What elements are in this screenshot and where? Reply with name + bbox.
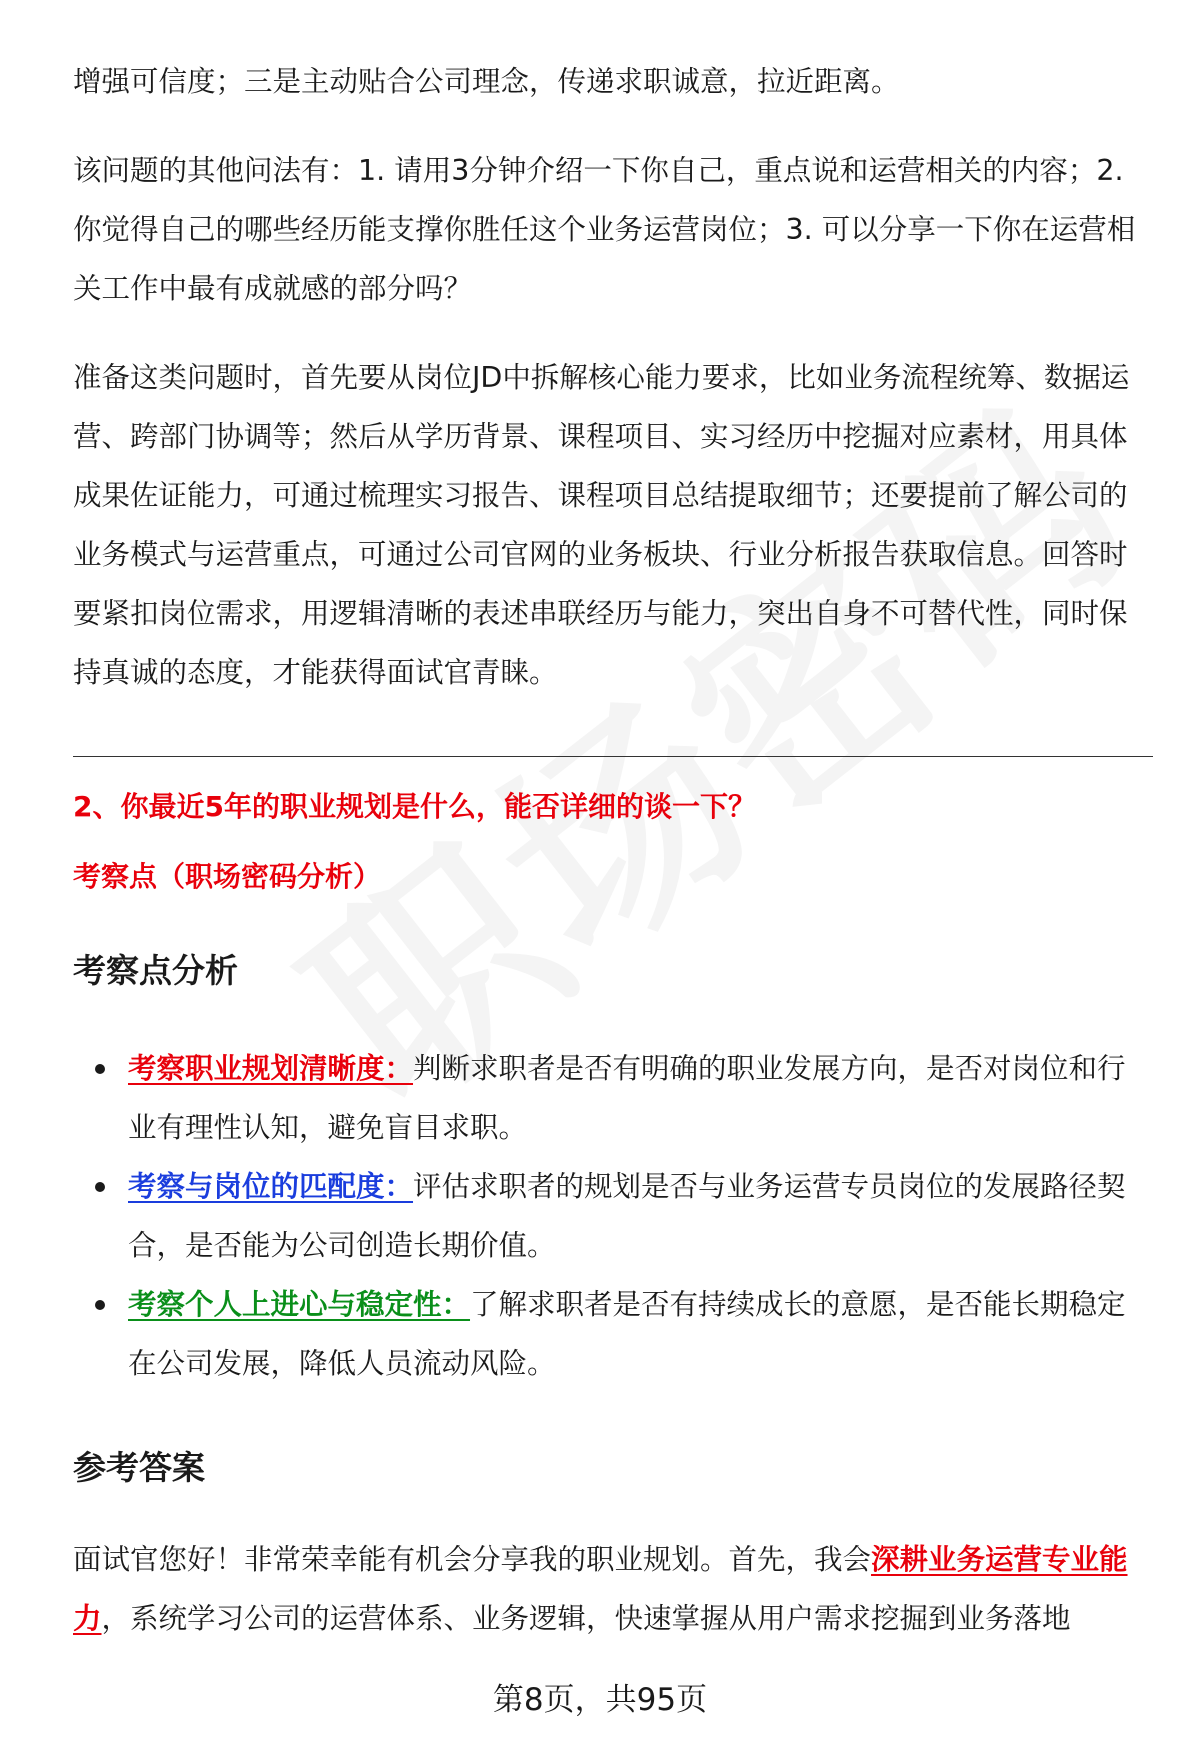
question-subtitle: 考察点（职场密码分析） xyxy=(73,860,382,893)
paragraph-preparation: 准备这类问题时，首先要从岗位JD中拆解核心能力要求，比如业务流程统筹、数据运营、跨部门协调等；然后从学历背景、课程项目、实习经历中挖掘对应素材，用具体成果佐证能力，可通过梳理实习报告、课程项目总结提取细节；还要提前了解公司的业务模式与运营重点，可通过公司官网的业务板块、行业分析报告获取信息。回答时要紧扣岗位需求，用逻辑清晰的表述串联经历与能力，突出自身不可替代性，同时保持真诚的态度，才能获得面试官青睐。 xyxy=(73,361,1130,689)
bullet-icon xyxy=(95,1064,105,1074)
list-item xyxy=(73,1157,1153,1275)
point-text: 了解求职者是否有持续成长的意愿，是否能长期稳定在公司发展，降低人员流动风险。 xyxy=(128,1288,1126,1380)
analysis-heading: 考察点分析 xyxy=(73,951,238,990)
section-divider xyxy=(73,756,1153,757)
point-label: 考察个人上进心与稳定性： xyxy=(128,1288,471,1321)
bullet-icon xyxy=(95,1182,105,1192)
list-item xyxy=(73,1275,1153,1393)
page-number: 第8页，共95页 xyxy=(492,1682,708,1718)
list-item xyxy=(73,1039,1153,1157)
reference-answer xyxy=(73,1530,1153,1648)
point-text: 判断求职者是否有明确的职业发展方向，是否对岗位和行业有理性认知，避免盲目求职。 xyxy=(128,1052,1126,1144)
analysis-list xyxy=(73,1039,1153,1393)
point-label: 考察职业规划清晰度： xyxy=(128,1052,414,1085)
point-label: 考察与岗位的匹配度： xyxy=(128,1170,414,1203)
answer-text-end: ，系统学习公司的运营体系、业务逻辑，快速掌握从用户需求挖掘到业务落地 xyxy=(101,1602,1071,1635)
answer-highlight: 深耕业务运营专业能力 xyxy=(73,1543,1128,1635)
point-text: 评估求职者的规划是否与业务运营专员岗位的发展路径契合，是否能为公司创造长期价值。 xyxy=(128,1170,1126,1262)
reference-heading: 参考答案 xyxy=(73,1448,205,1487)
paragraph-intro-end: 增强可信度；三是主动贴合公司理念，传递求职诚意，拉近距离。 xyxy=(73,65,900,98)
answer-text-start: 面试官您好！非常荣幸能有机会分享我的职业规划。首先，我会 xyxy=(73,1543,872,1576)
question-title: 2、你最近5年的职业规划是什么，能否详细的谈一下？ xyxy=(73,790,756,823)
bullet-icon xyxy=(95,1300,105,1310)
paragraph-alt-questions: 该问题的其他问法有：1. 请用3分钟介绍一下你自己，重点说和运营相关的内容；2. 你觉得自己的哪些经历能支撑你胜任这个业务运营岗位；3. 可以分享一下你在运营相关工作中最有成就感的部分吗？ xyxy=(73,154,1136,305)
